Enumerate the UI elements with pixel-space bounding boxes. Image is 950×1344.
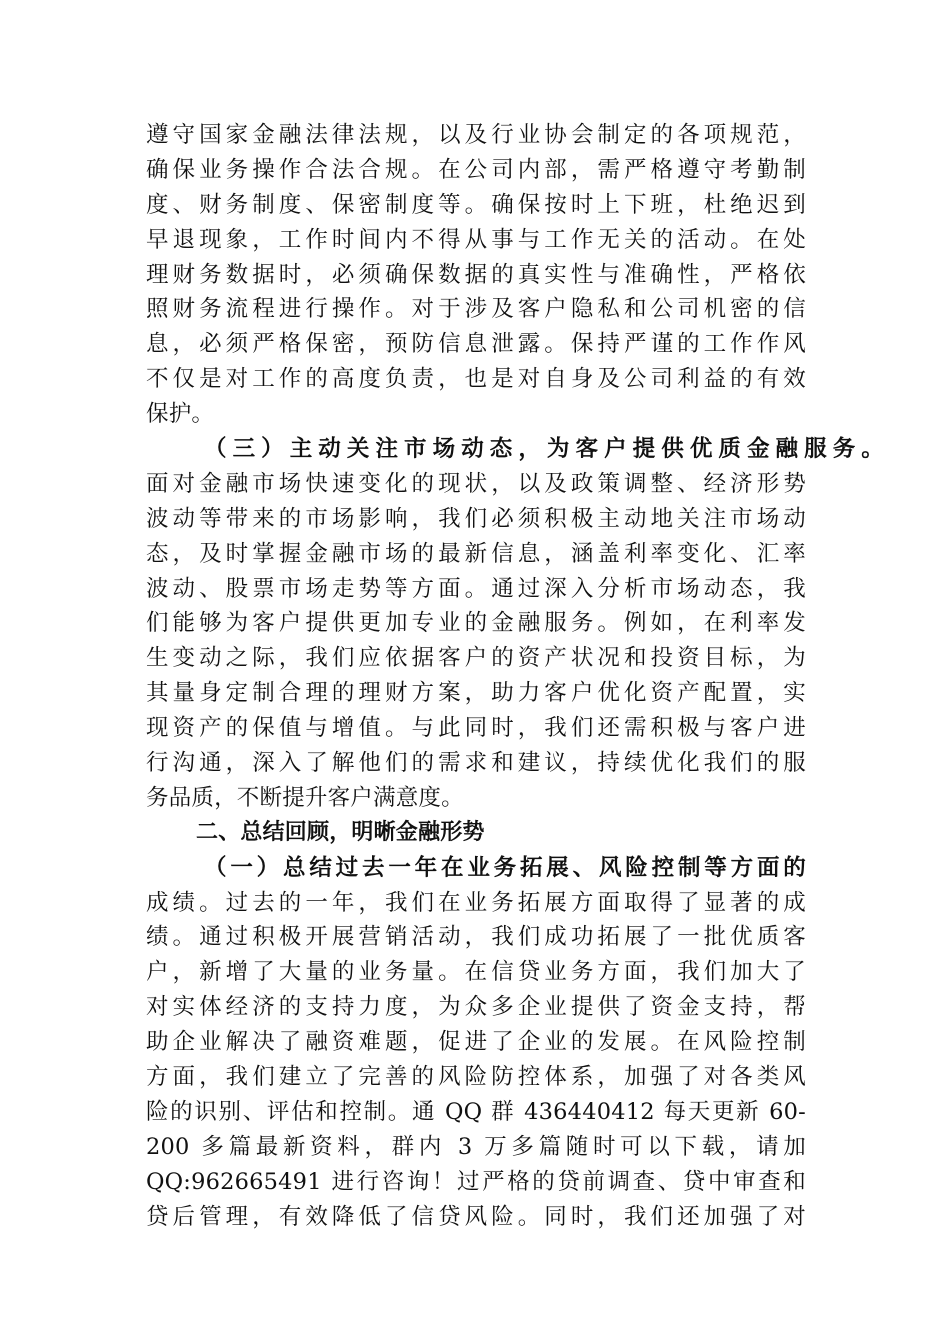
text-line: 务品质，不断提升客户满意度。 [146,784,464,811]
text-line: 成绩。过去的一年，我们在业务拓展方面取得了显著的成 [146,889,806,916]
text-line: 户，新增了大量的业务量。在信贷业务方面，我们加大了 [146,959,806,986]
text-line: 现资产的保值与增值。与此同时，我们还需积极与客户进 [146,715,806,742]
text-line: 波动、股票市场走势等方面。通过深入分析市场动态，我 [146,575,806,602]
section-heading: 二、总结回顾，明晰金融形势 [196,819,485,845]
text-line: QQ:962665491 进行咨询！过严格的贷前调查、贷中审查和 [146,1168,806,1195]
text-line: 保护。 [146,401,215,428]
text-line: 方面，我们建立了完善的风险防控体系，加强了对各类风 [146,1064,806,1091]
text-line: 波动等带来的市场影响，我们必须积极主动地关注市场动 [146,505,806,532]
subsection-heading: （一）总结过去一年在业务拓展、风险控制等方面的 [204,854,806,881]
text-line: 面对金融市场快速变化的现状，以及政策调整、经济形势 [146,470,806,497]
text-line: 确保业务操作合法合规。在公司内部，需严格遵守考勤制 [146,156,806,183]
text-line: 不仅是对工作的高度负责，也是对自身及公司利益的有效 [146,366,806,393]
text-line: 理财务数据时，必须确保数据的真实性与准确性，严格依 [146,261,806,288]
text-line: 助企业解决了融资难题，促进了企业的发展。在风险控制 [146,1029,806,1056]
text-line: 态，及时掌握金融市场的最新信息，涵盖利率变化、汇率 [146,540,806,567]
text-line: 照财务流程进行操作。对于涉及客户隐私和公司机密的信 [146,296,806,323]
text-line: 生变动之际，我们应依据客户的资产状况和投资目标，为 [146,645,806,672]
document-body [146,118,884,1235]
text-line: 贷后管理，有效降低了信贷风险。同时，我们还加强了对 [146,1203,806,1230]
text-line: 们能够为客户提供更加专业的金融服务。例如，在利率发 [146,610,806,637]
text-line: 险的识别、评估和控制。通 QQ 群 436440412 每天更新 60- [146,1098,806,1125]
text-line: 200 多篇最新资料，群内 3 万多篇随时可以下载，请加 [146,1133,806,1160]
text-line: 早退现象，工作时间内不得从事与工作无关的活动。在处 [146,226,806,253]
text-line: 其量身定制合理的理财方案，助力客户优化资产配置，实 [146,680,806,707]
text-line: 遵守国家金融法律法规，以及行业协会制定的各项规范， [146,122,806,148]
text-line: 行沟通，深入了解他们的需求和建议，持续优化我们的服 [146,750,806,777]
text-line: 对实体经济的支持力度，为众多企业提供了资金支持，帮 [146,994,806,1021]
text-line: 息，必须严格保密，预防信息泄露。保持严谨的工作作风 [146,331,806,358]
text-line: 绩。通过积极开展营销活动，我们成功拓展了一批优质客 [146,924,806,951]
text-line: 度、财务制度、保密制度等。确保按时上下班，杜绝迟到 [146,191,806,218]
subsection-heading: （三）主动关注市场动态，为客户提供优质金融服务。 [204,436,884,463]
